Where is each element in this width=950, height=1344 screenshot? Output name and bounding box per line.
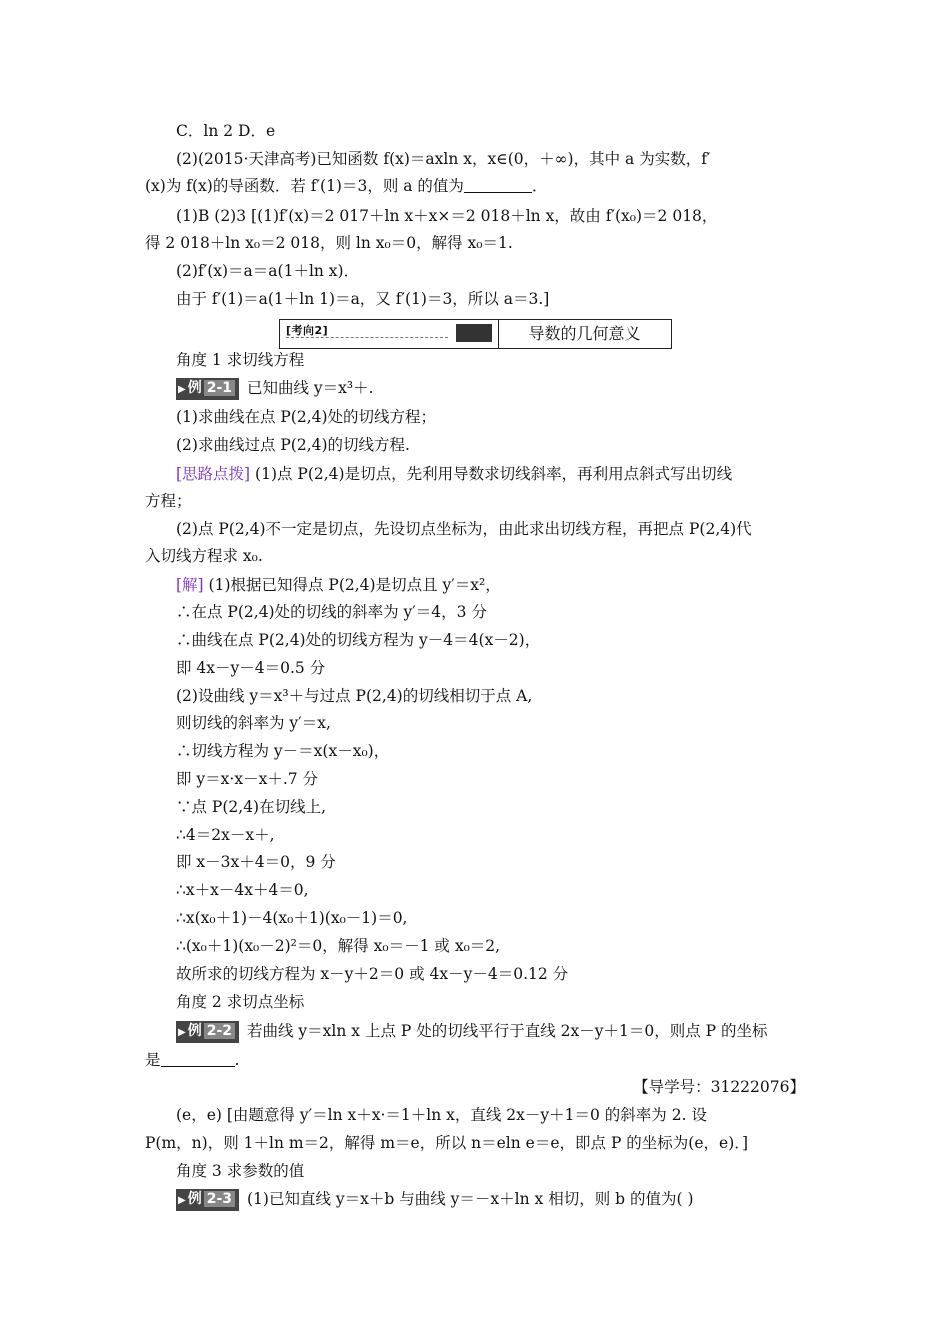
solution-line-5: (2)设曲线 y＝x³＋与过点 P(2,4)的切线相切于点 A, — [176, 687, 533, 705]
example-2-1-part-2: (2)求曲线过点 P(2,4)的切线方程. — [176, 436, 410, 454]
hint-line-4: 入切线方程求 x₀. — [145, 547, 263, 565]
triangle-icon: ▶ — [178, 384, 186, 395]
solution-line-8: 即 y＝x·x－x＋.7 分 — [176, 770, 319, 788]
solution-line-15: 故所求的切线方程为 x－y＋2＝0 或 4x－y－4＝0.12 分 — [176, 965, 569, 983]
hint-line-2: 方程； — [145, 492, 192, 510]
hint-label: [思路点拨] — [176, 465, 251, 483]
option-line-cd: C．ln 2 D．e — [176, 122, 276, 140]
kaoxiang-tag-cell — [280, 320, 499, 348]
hint-line-1: [思路点拨] (1)点 P(2,4)是切点，先利用导数求切线斜率，再利用点斜式写出切线 — [176, 465, 733, 483]
solution-line-1: [解] (1)根据已知得点 P(2,4)是切点且 y′＝x²， — [176, 576, 501, 594]
kaoxiang-dash-line — [286, 337, 448, 338]
example-badge-2-2: ▶ 例 2-2 — [176, 1021, 239, 1043]
hint-line-3: (2)点 P(2,4)不一定是切点，先设切点坐标为，由此求出切线方程，再把点 P(2,4)代 — [176, 520, 752, 538]
kaoxiang-header-box — [279, 319, 672, 349]
solution-line-2: ∴在点 P(2,4)处的切线的斜率为 y′＝4，3 分 — [176, 603, 487, 621]
angle-2-heading: 角度 2 求切点坐标 — [176, 993, 305, 1011]
answer-blank — [464, 178, 532, 193]
answer-line-1: (1)B (2)3 [(1)f′(x)＝2 017＋ln x＋x×＝2 018＋ln x，故由 f′(x₀)＝2 018， — [176, 207, 718, 225]
problem-2-line-1: (2)(2015·天津高考)已知函数 f(x)＝axln x，x∈(0，＋∞)，其中 a 为实数，f′ — [176, 150, 711, 168]
solution-label: [解] — [176, 576, 204, 594]
solution-line-6: 则切线的斜率为 y′＝x, — [176, 714, 331, 732]
triangle-icon: ▶ — [178, 1027, 186, 1038]
kaoxiang-tag: [考向2] — [286, 324, 329, 337]
solution-line-10: ∴4＝2x－x＋, — [176, 826, 275, 844]
triangle-icon: ▶ — [178, 1195, 186, 1206]
solution-line-14: ∴(x₀＋1)(x₀－2)²＝0，解得 x₀＝－1 或 x₀＝2, — [176, 937, 501, 955]
answer-line-2: 得 2 018＋ln x₀＝2 018，则 ln x₀＝0，解得 x₀＝1. — [145, 234, 513, 252]
example-2-2-stem-2: 是 . — [145, 1051, 240, 1069]
solution-line-7: ∴切线方程为 y－＝x(x－x₀)， — [176, 742, 390, 760]
angle-3-heading: 角度 3 求参数的值 — [176, 1162, 305, 1180]
solution-line-3: ∴曲线在点 P(2,4)处的切线方程为 y－4＝4(x－2)， — [176, 631, 541, 649]
answer-line-3: (2)f′(x)＝a＝a(1＋ln x)． — [176, 262, 360, 280]
problem-2-line-2: (x)为 f(x)的导函数．若 f′(1)＝3，则 a 的值为 ． — [145, 177, 548, 195]
example-badge-2-1: ▶ 例 2-1 — [176, 378, 239, 400]
answer-blank-2 — [161, 1052, 235, 1067]
kaoxiang-stamp-icon — [456, 324, 492, 342]
example-2-2-answer-2: P(m，n)，则 1＋ln m＝2，解得 m＝e，所以 n＝eln e＝e，即点 P 的坐标为(e，e)．] — [145, 1134, 749, 1152]
example-2-2-answer-1: (e，e) [由题意得 y′＝ln x＋x·＝1＋ln x，直线 2x－y＋1＝0 的斜率为 2. 设 — [176, 1106, 707, 1124]
example-2-2-stem-1: ▶ 例 2-2 若曲线 y＝xln x 上点 P 处的切线平行于直线 2x－y＋1＝0，则点 P 的坐标 — [176, 1020, 846, 1043]
solution-line-13: ∴x(x₀＋1)－4(x₀＋1)(x₀－1)＝0, — [176, 909, 408, 927]
example-badge-2-3: ▶ 例 2-3 — [176, 1189, 239, 1211]
example-2-3-stem: ▶ 例 2-3 (1)已知直线 y＝x＋b 与曲线 y＝－x＋ln x 相切，则 b 的值为( ) — [176, 1188, 846, 1211]
example-2-1-part-1: (1)求曲线在点 P(2,4)处的切线方程； — [176, 408, 437, 426]
solution-line-12: ∴x＋x－4x＋4＝0, — [176, 881, 309, 899]
answer-line-4: 由于 f′(1)＝a(1＋ln 1)＝a，又 f′(1)＝3，所以 a＝3.] — [176, 290, 550, 308]
guide-number: 【导学号：31222076】 — [633, 1078, 805, 1096]
solution-line-4: 即 4x－y－4＝0.5 分 — [176, 659, 326, 677]
angle-1-heading: 角度 1 求切线方程 — [176, 351, 305, 369]
example-2-1-stem: ▶ 例 2-1 已知曲线 y＝x³＋. — [176, 377, 846, 400]
solution-line-9: ∵点 P(2,4)在切线上, — [176, 798, 327, 816]
kaoxiang-title: 导数的几何意义 — [528, 324, 641, 343]
solution-line-11: 即 x－3x＋4＝0，9 分 — [176, 853, 336, 871]
